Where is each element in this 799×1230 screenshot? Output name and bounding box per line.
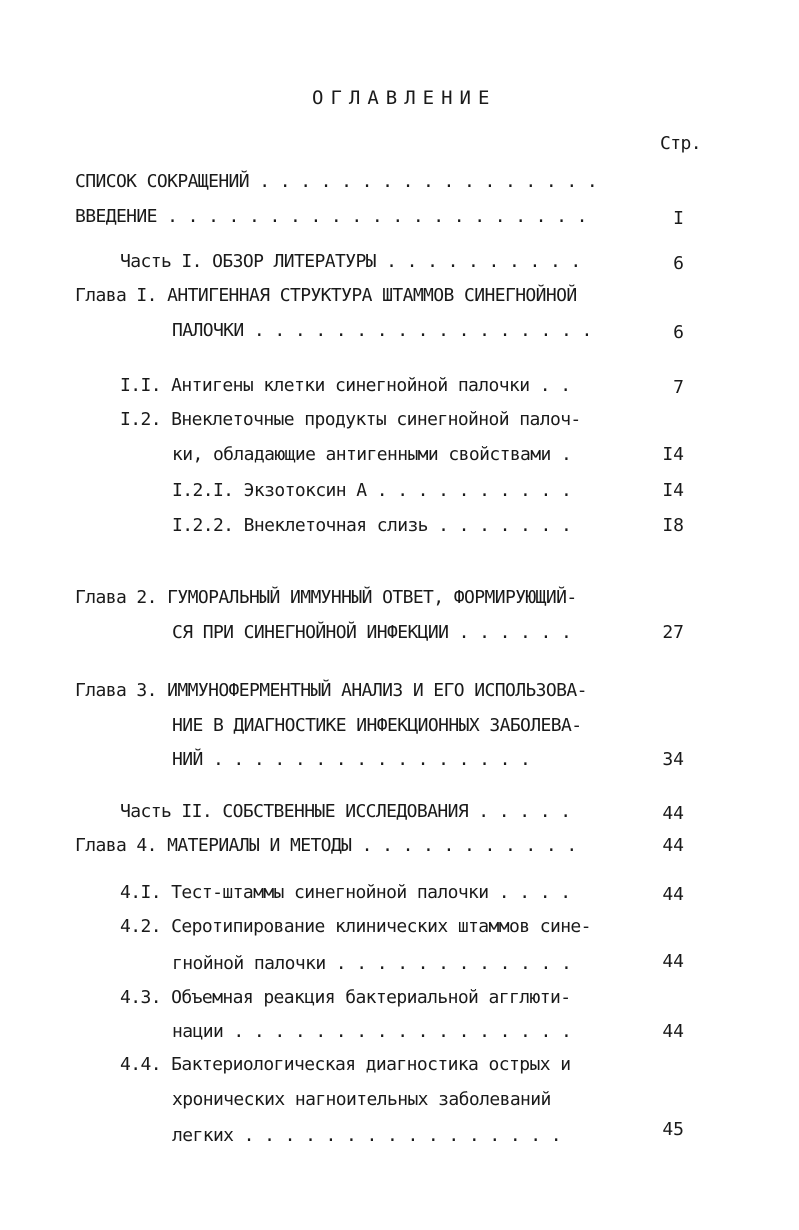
- toc-page-number: 44: [662, 884, 684, 905]
- page-column-label: Стр.: [660, 133, 701, 154]
- toc-entry-chapter-2-cont: СЯ ПРИ СИНЕГНОЙНОЙ ИНФЕКЦИИ . . . . . .: [172, 622, 572, 643]
- toc-entry-4-4-cont2: легких . . . . . . . . . . . . . . . .: [172, 1125, 562, 1146]
- toc-page-number: I: [673, 208, 684, 229]
- toc-page-number: 6: [673, 322, 684, 343]
- toc-entry-1-2-2: I.2.2. Внеклеточная слизь . . . . . . .: [172, 515, 572, 536]
- toc-page-number: I8: [662, 515, 684, 536]
- toc-entry-4-4-cont: хронических нагноительных заболеваний: [172, 1089, 551, 1110]
- toc-page-number: 7: [673, 377, 684, 398]
- toc-entry-chapter-4: Глава 4. МАТЕРИАЛЫ И МЕТОДЫ . . . . . . . . . . .: [75, 835, 577, 856]
- toc-entry-chapter-2: Глава 2. ГУМОРАЛЬНЫЙ ИММУННЫЙ ОТВЕТ, ФОРМИРУЮЩИЙ-: [75, 587, 577, 608]
- toc-page-number: 44: [662, 835, 684, 856]
- toc-entry-4-3: 4.3. Объемная реакция бактериальной агглюти-: [120, 987, 571, 1008]
- toc-entry-1-1: I.I. Антигены клетки синегнойной палочки . .: [120, 375, 571, 396]
- toc-entry-chapter-3: Глава 3. ИММУНОФЕРМЕНТНЫЙ АНАЛИЗ И ЕГО ИСПОЛЬЗОВА-: [75, 680, 587, 701]
- toc-page-number: 45: [662, 1119, 684, 1140]
- toc-entry-1-2-cont: ки, обладающие антигенными свойствами .: [172, 444, 572, 465]
- toc-entry-chapter-3-cont: НИЕ В ДИАГНОСТИКЕ ИНФЕКЦИОННЫХ ЗАБОЛЕВА-: [172, 715, 582, 736]
- toc-page-number: 34: [662, 749, 684, 770]
- toc-entry-4-3-cont: нации . . . . . . . . . . . . . . . . .: [172, 1021, 572, 1042]
- toc-page-number: 44: [662, 803, 684, 824]
- toc-entry-introduction: ВВЕДЕНИЕ . . . . . . . . . . . . . . . . . . . . .: [75, 206, 587, 227]
- toc-entry-abbreviations: СПИСОК СОКРАЩЕНИЙ . . . . . . . . . . . . . . . . .: [75, 171, 598, 192]
- toc-entry-chapter-3-cont2: НИЙ . . . . . . . . . . . . . . . .: [172, 749, 531, 770]
- toc-entry-chapter-1: Глава I. АНТИГЕННАЯ СТРУКТУРА ШТАММОВ СИНЕГНОЙНОЙ: [75, 285, 577, 306]
- toc-entry-4-2: 4.2. Серотипирование клинических штаммов сине-: [120, 916, 591, 937]
- toc-entry-1-2: I.2. Внеклеточные продукты синегнойной палоч-: [120, 409, 581, 430]
- toc-title: ОГЛАВЛЕНИЕ: [312, 87, 497, 109]
- toc-entry-4-1: 4.I. Тест-штаммы синегнойной палочки . . . .: [120, 882, 571, 903]
- toc-page-number: 6: [673, 253, 684, 274]
- toc-entry-chapter-1-cont: ПАЛОЧКИ . . . . . . . . . . . . . . . . .: [172, 320, 592, 341]
- toc-entry-1-2-1: I.2.I. Экзотоксин А . . . . . . . . . .: [172, 480, 572, 501]
- toc-entry-part-2: Часть II. СОБСТВЕННЫЕ ИССЛЕДОВАНИЯ . . . . .: [120, 801, 571, 822]
- toc-page-number: I4: [662, 444, 684, 465]
- toc-page-number: 44: [662, 951, 684, 972]
- toc-entry-4-4: 4.4. Бактериологическая диагностика острых и: [120, 1054, 571, 1075]
- toc-entry-part-1: Часть I. ОБЗОР ЛИТЕРАТУРЫ . . . . . . . . . .: [120, 251, 581, 272]
- toc-page-number: I4: [662, 480, 684, 501]
- toc-entry-4-2-cont: гнойной палочки . . . . . . . . . . . .: [172, 953, 572, 974]
- toc-page-number: 44: [662, 1021, 684, 1042]
- toc-page-number: 27: [662, 622, 684, 643]
